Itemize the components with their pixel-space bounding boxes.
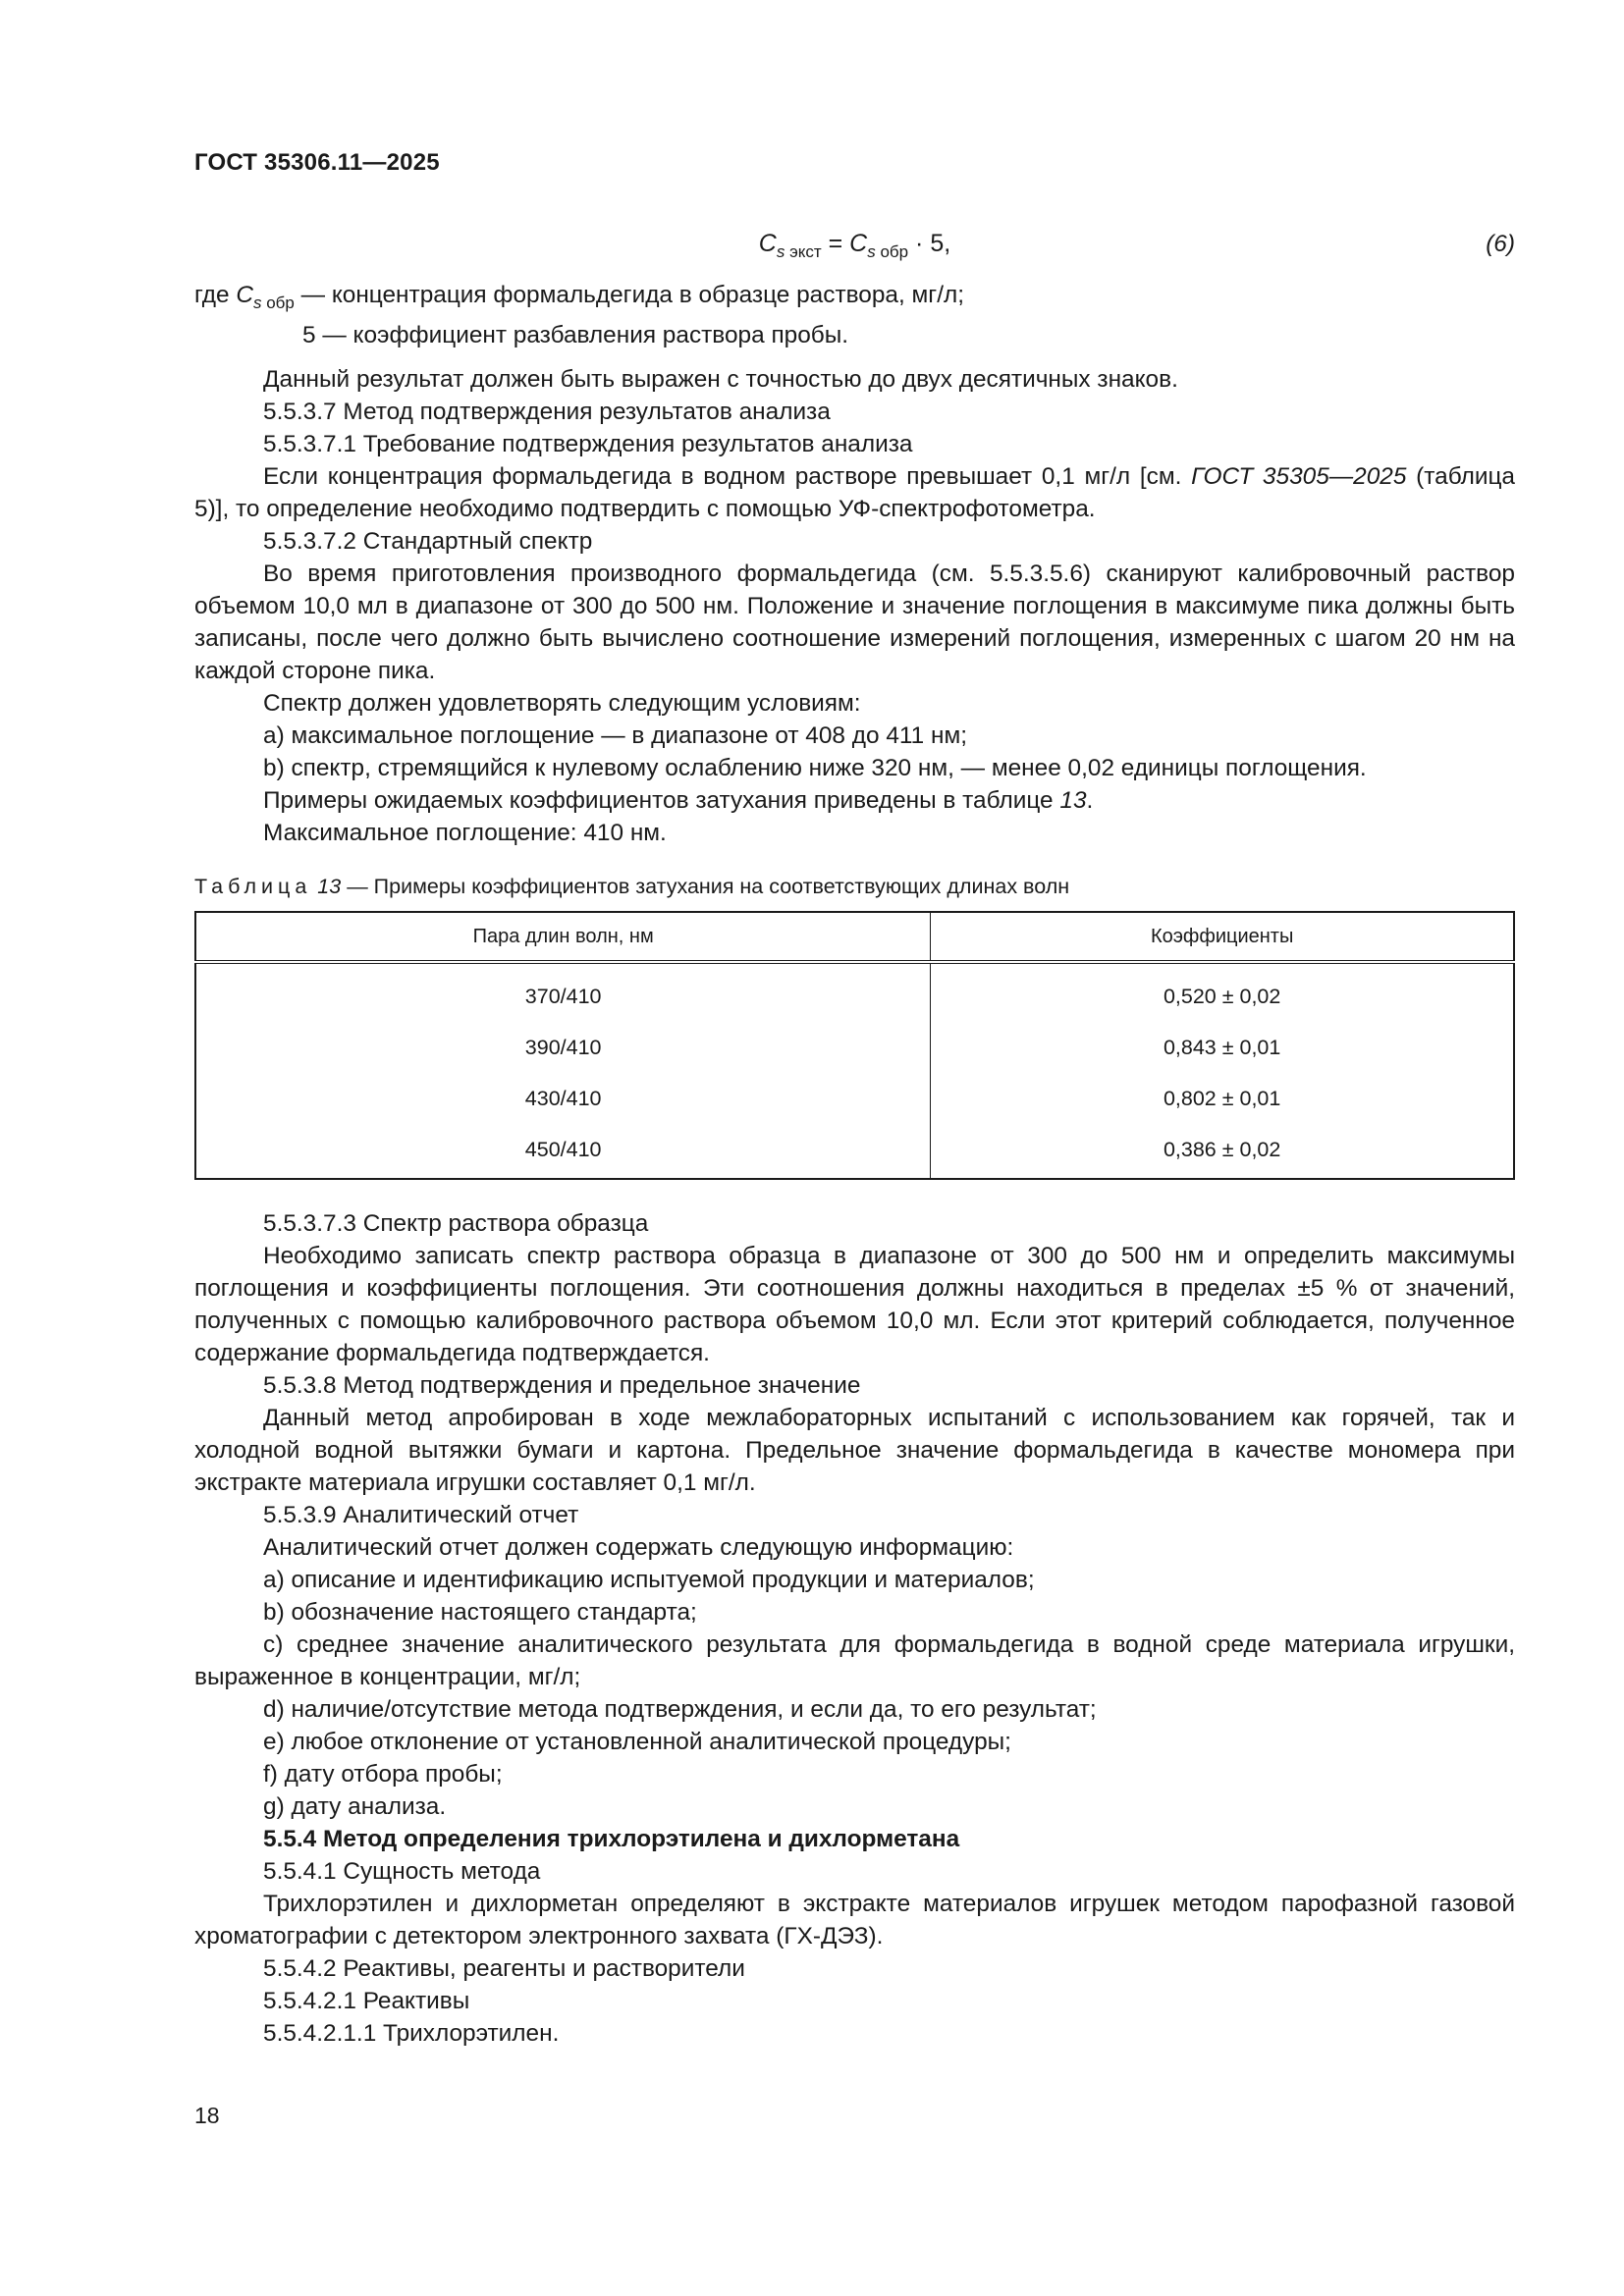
list-item: a) описание и идентификацию испытуемой продукции и материалов;: [263, 1567, 1035, 1593]
table-row: [195, 1124, 1514, 1179]
list-item: b) обозначение настоящего стандарта;: [263, 1599, 697, 1626]
section-heading: 5.5.4.2.1 Реактивы: [263, 1988, 470, 2014]
table-caption: Таблица 13 — Примеры коэффициентов затухания на соответствующих длинах волн: [194, 875, 1070, 898]
list-item: e) любое отклонение от установленной аналитической процедуры;: [263, 1729, 1011, 1755]
paragraph: Данный метод апробирован в ходе межлабораторных испытаний с использованием как горячей, так и холодной водной вытяжки бумаги и картона. Предельное значение формальдегида в качестве мономера при экстракте материала игрушки составляет 0,1 мг/л.: [194, 1405, 1515, 1496]
table-row: [195, 1073, 1514, 1124]
section-heading: 5.5.4.1 Сущность метода: [263, 1858, 541, 1885]
legend-line-1: где $C_{s обр}$ — концентрация формальдегида в образце раствора, мг/л;: [194, 282, 964, 312]
section-heading: 5.5.4.2.1.1 Трихлорэтилен.: [263, 2020, 560, 2047]
list-item: g) дату анализа.: [263, 1793, 447, 1820]
table-cell: 370/410: [195, 962, 931, 1022]
section-heading: 5.5.3.9 Аналитический отчет: [263, 1502, 579, 1528]
formula-6: [194, 228, 1515, 269]
paragraph: Аналитический отчет должен содержать следующую информацию:: [263, 1534, 1014, 1561]
list-item: f) дату отбора пробы;: [263, 1761, 503, 1788]
paragraph: Если концентрация формальдегида в водном растворе превышает 0,1 мг/л [см. ГОСТ 35305—2025 (таблица 5)], то определение необходимо подтвердить с помощью УФ-спектрофотометра.: [194, 463, 1515, 522]
section-heading: 5.5.3.8 Метод подтверждения и предельное значение: [263, 1372, 861, 1399]
section-heading: 5.5.3.7.3 Спектр раствора образца: [263, 1210, 649, 1237]
section-heading: 5.5.3.7 Метод подтверждения результатов анализа: [263, 399, 831, 425]
list-item: b) спектр, стремящийся к нулевому ослаблению ниже 320 нм, — менее 0,02 единицы поглощения.: [263, 755, 1367, 781]
coefficients-table: [194, 911, 1515, 1180]
column-header: Коэффициенты: [931, 912, 1514, 962]
paragraph: Трихлорэтилен и дихлорметан определяют в экстракте материалов игрушек методом парофазной газовой хроматографии с детектором электронного захвата (ГХ-ДЭЗ).: [194, 1891, 1515, 1949]
document-body: [194, 228, 1515, 2050]
table-row: [195, 1022, 1514, 1073]
formula-number: (6): [1486, 231, 1515, 257]
table-cell: 0,520 ± 0,02: [1163, 984, 1281, 1008]
table-header-row: [195, 912, 1514, 962]
section-heading: 5.5.3.7.1 Требование подтверждения результатов анализа: [263, 431, 913, 457]
list-item: d) наличие/отсутствие метода подтверждения, и если да, то его результат;: [263, 1696, 1097, 1723]
table-row: [195, 962, 1514, 1022]
paragraph: Максимальное поглощение: 410 нм.: [263, 820, 667, 846]
column-header: Пара длин волн, нм: [195, 912, 931, 962]
legend-line-2: 5 — коэффициент разбавления раствора пробы.: [302, 322, 849, 348]
paragraph: Спектр должен удовлетворять следующим условиям:: [263, 690, 861, 717]
section-heading: 5.5.3.7.2 Стандартный спектр: [263, 528, 593, 555]
table-cell: 0,802 ± 0,01: [1163, 1086, 1281, 1110]
table-cell: 430/410: [195, 1073, 931, 1124]
page-number: 18: [194, 2103, 220, 2128]
table-cell: 0,386 ± 0,02: [1163, 1137, 1281, 1161]
paragraph: Во время приготовления производного формальдегида (см. 5.5.3.5.6) сканируют калибровочный раствор объемом 10,0 мл в диапазоне от 300 до 500 нм. Положение и значение поглощения в максимуме пика должны быть записаны, после чего должно быть вычислено соотношение измерений поглощения, измеренных с шагом 20 нм на каждой стороне пика.: [194, 561, 1515, 684]
table-cell: 0,843 ± 0,01: [1163, 1035, 1281, 1059]
table-cell: 450/410: [195, 1124, 931, 1179]
paragraph: Данный результат должен быть выражен с точностью до двух десятичных знаков.: [263, 366, 1178, 393]
paragraph: Примеры ожидаемых коэффициентов затухания приведены в таблице 13.: [263, 787, 1094, 814]
section-heading: 5.5.4.2 Реактивы, реагенты и растворители: [263, 1955, 745, 1982]
formula-legend: [194, 279, 1515, 351]
section-heading-bold: 5.5.4 Метод определения трихлорэтилена и дихлорметана: [263, 1826, 960, 1852]
table-cell: 390/410: [195, 1022, 931, 1073]
paragraph: Необходимо записать спектр раствора образца в диапазоне от 300 до 500 нм и определить максимумы поглощения и коэффициенты поглощения. Эти соотношения должны находиться в пределах ±5 % от значений, полученных с помощью калибровочного раствора объемом 10,0 мл. Если этот критерий соблюдается, полученное содержание формальдегида подтверждается.: [194, 1243, 1515, 1366]
document-header: ГОСТ 35306.11—2025: [194, 149, 440, 176]
list-item: a) максимальное поглощение — в диапазоне от 408 до 411 нм;: [263, 722, 968, 749]
list-item: c) среднее значение аналитического результата для формальдегида в водной среде материала игрушки, выраженное в концентрации, мг/л;: [194, 1631, 1515, 1690]
standard-reference: ГОСТ 35305—2025: [1191, 463, 1407, 490]
formula-expression: $C_{s экст} = C_{s обр} \cdot 5$,: [758, 230, 951, 261]
